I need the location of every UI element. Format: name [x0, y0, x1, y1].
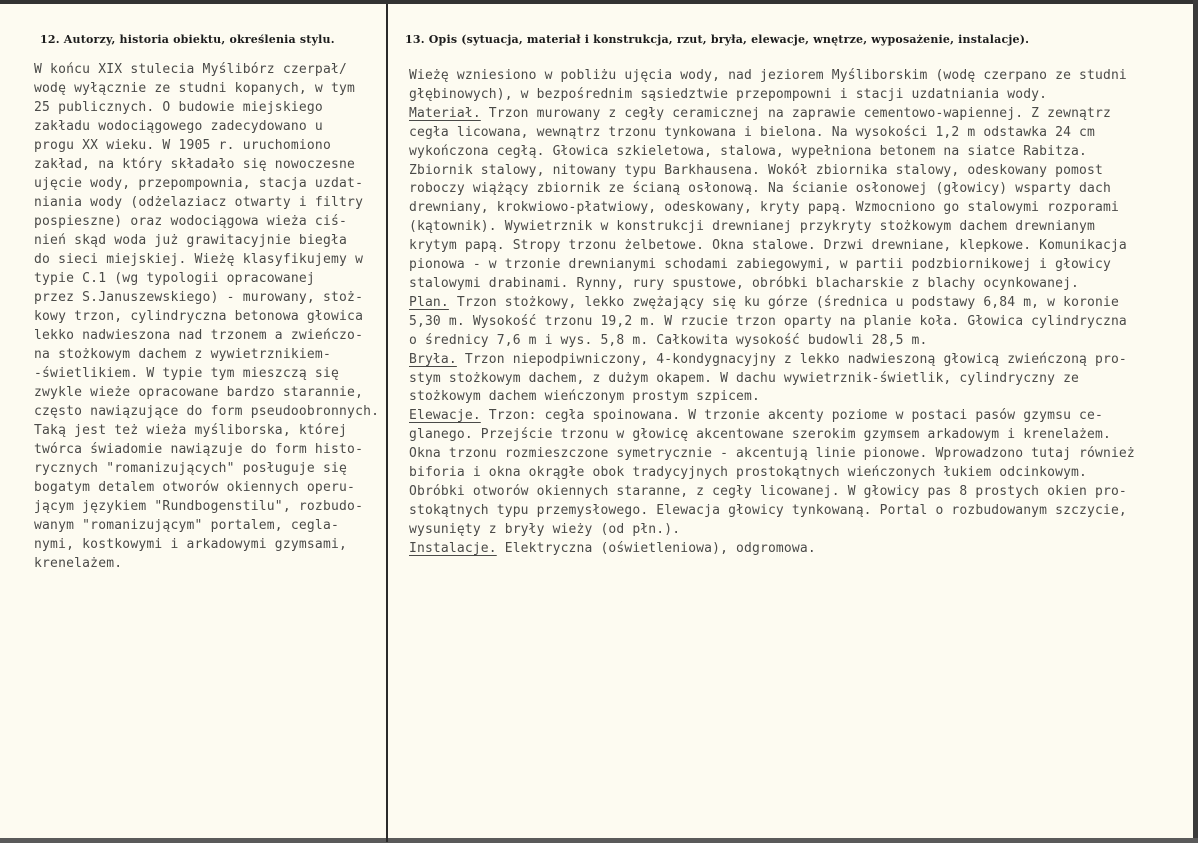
history-line: zakład, na który składało się nowoczesne — [34, 157, 356, 172]
description-text-run: Trzon: cegła spoinowana. W trzonie akcenty poziome w postaci pasów gzymsu ce- — [480, 408, 1103, 424]
description-text-run: (kątownik). Wywietrznik w konstrukcji drewnianej przykryty stożkowym dachem drewnianym — [409, 219, 1095, 235]
section-12-heading: 12. Autorzy, historia obiektu, określenia stylu. — [40, 33, 335, 46]
history-line: lekko nadwieszona nad trzonem a zwieńczo- — [34, 328, 364, 343]
history-line: kowy trzon, cylindryczna betonowa głowica — [34, 309, 364, 324]
description-text-run: stalowymi drabinami. Rynny, rury spustowe, obróbki blacharskie z blachy ocynkowanej. — [409, 275, 1080, 291]
history-line: W końcu XIX stulecia Myślibórz czerpał/ — [34, 62, 348, 77]
description-text-run: Okna trzonu rozmieszczone symetrycznie - akcentują linie pionowe. Wprowadzono tutaj również — [409, 446, 1135, 462]
history-line: przez S.Januszewskiego) - murowany, stoż- — [34, 290, 364, 305]
scan-right-edge — [1193, 0, 1198, 843]
description-line — [409, 256, 1179, 275]
description-line — [409, 464, 1179, 483]
description-line — [409, 370, 1179, 389]
description-line — [409, 67, 1179, 86]
history-line: nień skąd woda już grawitacyjnie biegła — [34, 233, 348, 248]
subsection-label: Instalacje. — [409, 540, 497, 556]
history-line: pospieszne) oraz wodociągowa wieża ciś- — [34, 214, 348, 229]
description-line — [409, 502, 1179, 521]
description-text-run: Elektryczna (oświetleniowa), odgromowa. — [496, 540, 816, 556]
description-text-run: Wieżę wzniesiono w pobliżu ujęcia wody, nad jeziorem Myśliborskim (wodę czerpano ze studni — [409, 68, 1127, 83]
description-text-run: 5,30 m. Wysokość trzonu 19,2 m. W rzucie trzon oparty na planie koła. Głowica cylindryczna — [409, 313, 1127, 329]
history-text — [34, 60, 384, 573]
description-line — [409, 407, 1179, 426]
description-line — [409, 332, 1179, 351]
history-line: 25 publicznych. O budowie miejskiego — [34, 100, 323, 115]
description-line — [409, 483, 1179, 502]
history-line: wanym "romanizującym" portalem, cegla- — [34, 518, 340, 533]
history-line: progu XX wieku. W 1905 r. uruchomiono — [34, 138, 331, 153]
history-line: niania wody (odżelaziacz otwarty i filtry — [34, 195, 364, 210]
history-line: zakładu wodociągowego zadecydowano u — [34, 119, 323, 134]
description-text-run: Zbiornik stalowy, nitowany typu Barkhausena. Wokół zbiornika stalowy, odeskowany pomost — [409, 162, 1103, 178]
description-text-run: głębinowych), w bezpośrednim sąsiedztwie przepompowni i stacji uzdatniania wody. — [409, 86, 1048, 102]
history-line: bogatym detalem otworów okiennych operu- — [34, 480, 356, 495]
history-line: nymi, kostkowymi i arkadowymi gzymsami, — [34, 537, 348, 552]
scan-bottom-edge — [0, 838, 1198, 843]
description-text-run: stym stożkowym dachem, z dużym okapem. W dachu wywietrznik-świetlik, cylindryczny ze — [409, 370, 1080, 386]
description-text-run: drewniany, krokwiowo-płatwiowy, odeskowany, kryty papą. Wzmocniono go stalowymi rozporami — [409, 200, 1119, 216]
description-line — [409, 351, 1179, 370]
section-13-detail: (sytuacja, materiał i konstrukcja, rzut, bryła, elewacje, wnętrze, wyposażenie, instalacje). — [461, 33, 1030, 46]
history-line: często nawiązujące do form pseudoobronnych. — [34, 404, 380, 419]
history-line: na stożkowym dachem z wywietrznikiem- — [34, 347, 331, 362]
description-line — [409, 426, 1179, 445]
description-text-run: stokątnych typu przemysłowego. Elewacja głowicy tynkowaną. Portal o rozbudowanym szczycie, — [409, 502, 1127, 518]
history-line: rycznych "romanizujących" posługuje się — [34, 461, 348, 476]
history-line: jącym językiem "Rundbogenstilu", rozbudo- — [34, 499, 364, 514]
description-line — [409, 105, 1179, 124]
section-13-heading — [405, 33, 1029, 46]
description-line — [409, 86, 1179, 105]
description-line — [409, 445, 1179, 464]
subsection-label: Materiał. — [409, 105, 481, 121]
description-text-run: pionowa - w trzonie drewnianymi schodami zabiegowymi, w partii podzbiornikowej i głowicy — [409, 257, 1111, 273]
description-text-run: Trzon niepodpiwniczony, 4-kondygnacyjny z lekko nadwieszoną głowicą zwieńczoną pro- — [456, 351, 1127, 367]
description-text-run: biforia i okna okrągłe obok tradycyjnych prostokątnych wieńczonych łukiem odcinkowym. — [409, 465, 1088, 481]
section-13-number: 13. Opis — [405, 33, 458, 46]
description-line — [409, 540, 1179, 559]
history-line: typie C.1 (wg typologii opracowanej — [34, 271, 315, 286]
history-line: do sieci miejskiej. Wieżę klasyfikujemy w — [34, 252, 364, 267]
history-line: twórca świadomie nawiązuje do form histo- — [34, 442, 364, 457]
description-text-run: o średnicy 7,6 m i wys. 5,8 m. Całkowita wysokość budowli 28,5 m. — [409, 332, 928, 348]
subsection-label: Plan. — [409, 294, 449, 310]
description-line — [409, 275, 1179, 294]
description-text-run: krytym papą. Stropy trzonu żelbetowe. Okna stalowe. Drzwi drewniane, klepkowe. Komunikacja — [409, 238, 1127, 254]
column-divider — [386, 4, 388, 842]
description-line — [409, 162, 1179, 181]
history-line: Taką jest też wieża myśliborska, której — [34, 423, 348, 438]
description-line — [409, 124, 1179, 143]
description-text-run: wysunięty z bryły wieży (od płn.). — [409, 521, 681, 537]
description-text-run: cegła licowana, wewnątrz trzonu tynkowana i bielona. Na wysokości 1,2 m odstawka 24 cm — [409, 124, 1095, 140]
description-text-run: glanego. Przejście trzonu w głowicę akcentowane szerokim gzymsem arkadowym i krenelażem. — [409, 427, 1111, 443]
subsection-label: Bryła. — [409, 351, 457, 367]
history-line: wodę wyłącznie ze studni kopanych, w tym — [34, 81, 356, 96]
description-text-run: roboczy wiążący zbiornik ze ścianą osłonową. Na ścianie osłonowej (głowicy) wsparty dach — [409, 181, 1111, 197]
history-line: ujęcie wody, przepompownia, stacja uzdat- — [34, 176, 364, 191]
description-line — [409, 180, 1179, 199]
description-text — [409, 67, 1179, 559]
history-line: krenelażem. — [34, 556, 123, 571]
description-text-run: stożkowym dachem wieńczonym prostym szpicem. — [409, 389, 760, 405]
history-line: zwykle wieże opracowane bardzo starannie, — [34, 385, 364, 400]
description-text-run: wykończona cegłą. Głowica szkieletowa, stalowa, wypełniona betonem na siatce Rabitza. — [409, 143, 1088, 159]
description-text-run: Obróbki otworów okiennych staranne, z cegły licowanej. W głowicy pas 8 prostych okien pro- — [409, 483, 1127, 499]
history-line: -świetlikiem. W typie tym mieszczą się — [34, 366, 340, 381]
description-line — [409, 388, 1179, 407]
description-line — [409, 143, 1179, 162]
subsection-label: Elewacje. — [409, 408, 481, 424]
description-line — [409, 294, 1179, 313]
description-line — [409, 521, 1179, 540]
description-text-run: Trzon murowany z cegły ceramicznej na zaprawie cementowo-wapiennej. Z zewnątrz — [480, 105, 1111, 121]
description-line — [409, 237, 1179, 256]
description-text-run: Trzon stożkowy, lekko zwężający się ku górze (średnica u podstawy 6,84 m, w koronie — [448, 294, 1119, 310]
description-line — [409, 313, 1179, 332]
description-line — [409, 218, 1179, 237]
description-line — [409, 199, 1179, 218]
